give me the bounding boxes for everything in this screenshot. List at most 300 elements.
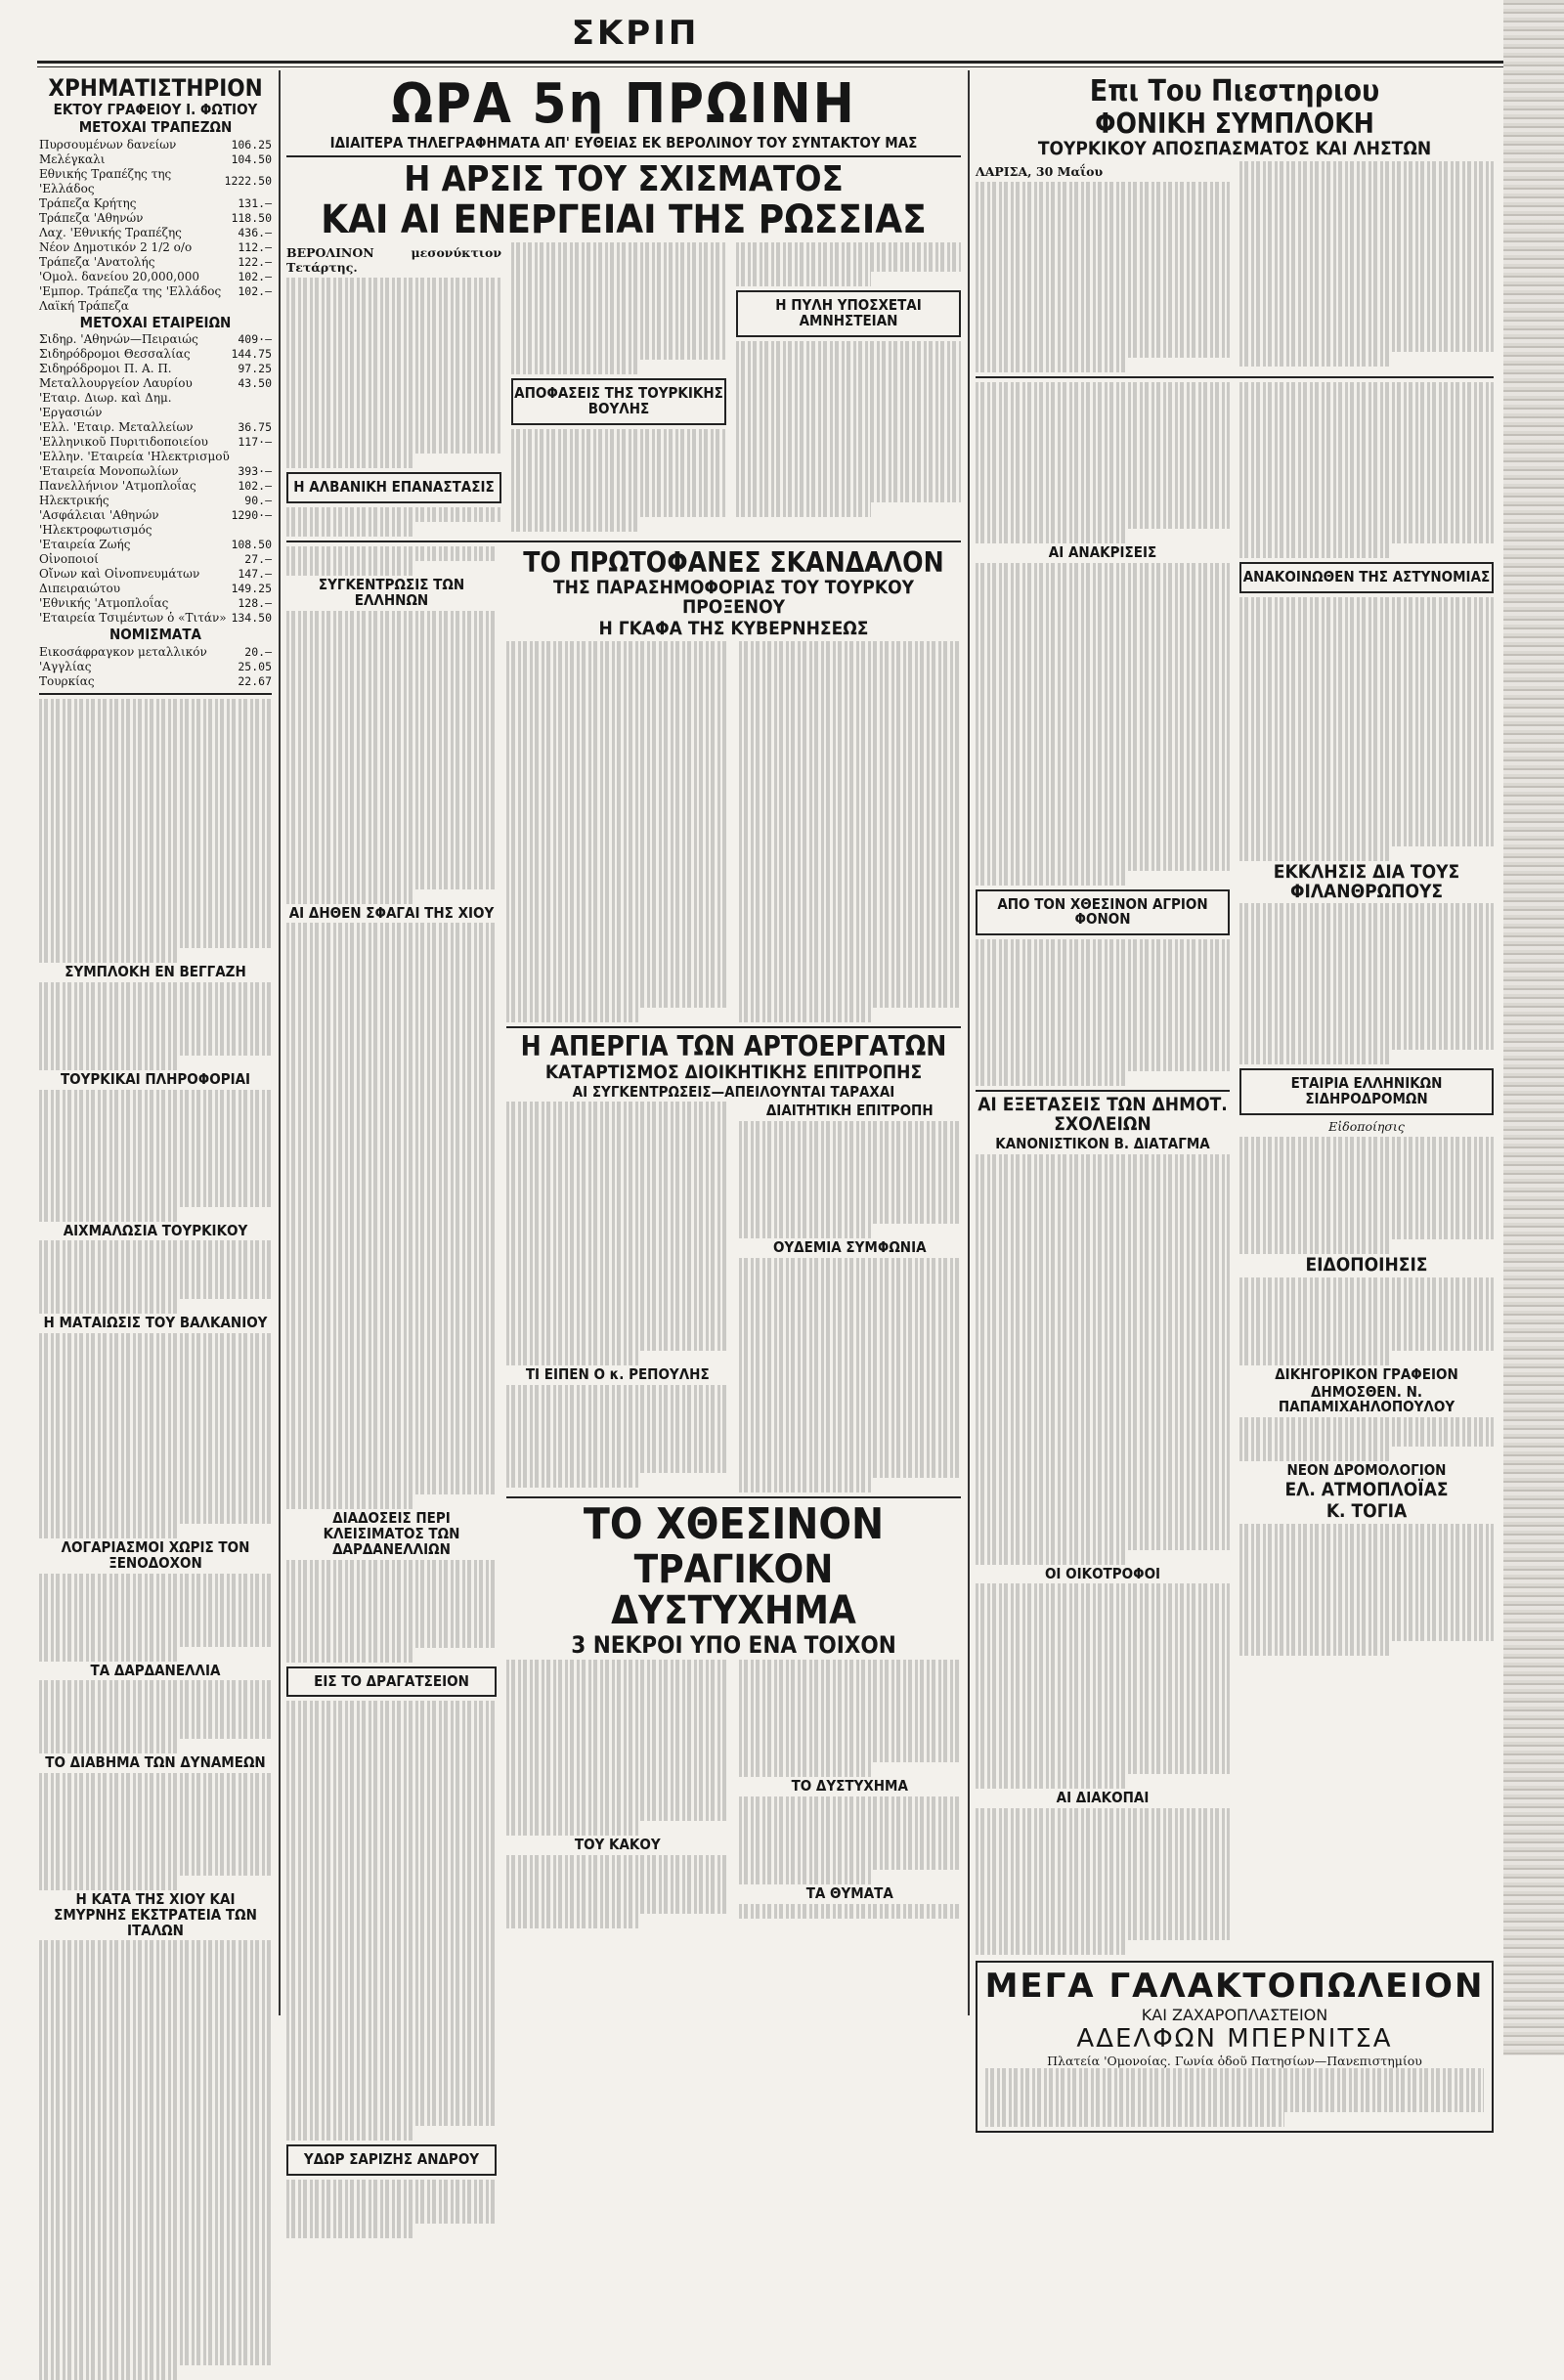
text-line: [739, 671, 962, 685]
text-line: [976, 1462, 1230, 1477]
text-line: [511, 429, 726, 444]
text-line: [39, 1788, 272, 1802]
text-line: [976, 1345, 1230, 1360]
headline-turkish-parliament: ΑΠΟΦΑΣΕΙΣ ΤΗΣ ΤΟΥΡΚΙΚΗΣ ΒΟΥΛΗΣ: [514, 384, 723, 418]
text-line: [511, 502, 726, 517]
text-line: [39, 2087, 272, 2101]
text-line: [739, 993, 962, 1008]
text-line: [739, 1478, 873, 1493]
text-line: [739, 876, 962, 890]
text-line: [976, 1154, 1230, 1169]
text-line: [739, 1718, 962, 1733]
text-line: [39, 1739, 179, 1753]
text-line: [39, 728, 272, 743]
text-line: [739, 920, 962, 934]
text-line: [506, 1884, 729, 1899]
text-line: [39, 2233, 272, 2248]
text-line: [286, 757, 497, 772]
text-line: [286, 1055, 497, 1069]
text-line: [1239, 773, 1494, 788]
text-line: [506, 1718, 729, 1733]
text-line: [976, 270, 1230, 284]
text-line: [976, 411, 1230, 426]
text-line: [976, 1492, 1230, 1506]
text-line: [976, 397, 1230, 411]
text-line: [286, 2053, 497, 2067]
stock-name: 'Ασφάλειαι 'Αθηνών: [39, 508, 159, 523]
text-line: [1239, 1321, 1494, 1336]
text-line: [976, 1940, 1128, 1955]
text-line: [976, 255, 1230, 270]
headline-police-notice: ΑΝΑΚΟΙΝΩΘΕΝ ΤΗΣ ΑΣΤΥΝΟΜΙΑΣ: [1242, 567, 1491, 585]
text-block: [506, 1102, 729, 1365]
text-line: [1239, 832, 1494, 846]
headline-captivity: ΑΙΧΜΑΛΩΣΙΑ ΤΟΥΡΚΙΚΟΥ: [63, 1221, 248, 1239]
text-line: [1239, 397, 1494, 411]
text-line: [985, 2112, 1284, 2127]
text-line: [286, 1260, 497, 1275]
stock-row: [39, 240, 272, 255]
text-line: [286, 1633, 497, 1648]
text-line: [739, 1449, 962, 1463]
text-block: [976, 1154, 1230, 1565]
text-line: [506, 641, 729, 656]
stock-value: 112.—: [238, 239, 272, 254]
text-line: [1239, 700, 1494, 714]
text-line: [286, 1084, 497, 1099]
text-line: [506, 876, 729, 890]
headline-government-gaffe: Η ΓΚΑΦΑ ΤΗΣ ΚΥΒΕΡΝΗΣΕΩΣ: [598, 618, 869, 640]
text-block: [286, 1701, 497, 2141]
text-line: [39, 2277, 272, 2292]
ad-subtitle: ΚΑΙ ΖΑΧΑΡΟΠΛΑΣΤΕΙΟΝ: [1141, 2006, 1328, 2025]
text-line: [976, 724, 1230, 739]
text-line: [506, 729, 729, 744]
text-line: [976, 1301, 1230, 1316]
text-line: [739, 1405, 962, 1419]
text-line: [286, 1231, 497, 1245]
headline-chios-massacre: ΑΙ ΔΗΘΕΝ ΣΦΑΓΑΙ ΤΗΣ ΧΙΟΥ: [288, 903, 495, 922]
stock-row: [39, 538, 272, 552]
text-block: [39, 1240, 272, 1314]
text-line: [286, 2023, 497, 2038]
text-line: [1239, 161, 1494, 176]
text-line: [286, 522, 415, 537]
text-line: [506, 993, 729, 1008]
text-line: [739, 1346, 962, 1361]
text-line: [739, 1165, 962, 1180]
stock-value: 409·—: [238, 332, 272, 347]
text-block: [286, 546, 497, 576]
stock-name: Σιδηρόδρομοι Θεσσαλίας: [39, 347, 191, 362]
text-line: [1239, 470, 1494, 485]
text-block: [286, 2180, 497, 2238]
text-line: [976, 1896, 1230, 1911]
text-line: [286, 860, 497, 875]
text-line: [506, 1704, 729, 1718]
text-line: [39, 1494, 272, 1509]
text-line: [739, 1855, 962, 1870]
text-line: [39, 2336, 272, 2351]
text-line: [286, 2038, 497, 2053]
text-line: [976, 592, 1230, 607]
text-line: [736, 414, 961, 429]
headline-bakers-strike: Η ΑΠΕΡΓΙΑ ΤΩΝ ΑΡΤΟΕΡΓΑΤΩΝ: [520, 1030, 947, 1063]
stock-name: Λαϊκή Τράπεζα: [39, 298, 129, 313]
text-block: [506, 1855, 729, 1928]
stock-name: Μελέγκαλι: [39, 151, 106, 166]
text-line: [286, 816, 497, 831]
text-line: [39, 1574, 272, 1588]
text-line: [736, 429, 961, 444]
text-line: [511, 488, 726, 502]
text-line: [286, 996, 497, 1011]
text-line: [506, 934, 729, 949]
text-line: [976, 358, 1128, 372]
text-line: [511, 473, 726, 488]
text-line: [739, 817, 962, 832]
text-line: [39, 1104, 272, 1119]
text-line: [506, 861, 729, 876]
text-line: [286, 322, 501, 336]
text-line: [39, 1817, 272, 1832]
text-line: [1239, 788, 1494, 802]
text-line: [739, 1121, 962, 1136]
text-line: [286, 1789, 497, 1803]
text-line: [506, 1307, 729, 1321]
text-line: [506, 817, 729, 832]
stock-row: [39, 479, 272, 494]
stock-row: [39, 270, 272, 284]
text-line: [506, 1351, 640, 1365]
headline-dragatseion: ΕΙΣ ΤΟ ΔΡΑΓΑΤΣΕΙΟΝ: [314, 1671, 469, 1690]
text-line: [976, 1013, 1230, 1027]
text-block: [506, 1660, 729, 1836]
text-line: [39, 801, 272, 816]
text-line: [286, 1289, 497, 1304]
text-line: [39, 1363, 272, 1377]
text-line: [286, 2097, 497, 2111]
text-line: [976, 211, 1230, 226]
text-line: [286, 380, 501, 395]
text-line: [286, 1877, 497, 1891]
text-line: [506, 1248, 729, 1263]
stock-row: [39, 152, 272, 167]
text-line: [39, 1207, 179, 1222]
text-line: [976, 969, 1230, 983]
text-line: [739, 861, 962, 876]
text-block: [978, 2068, 1492, 2127]
text-line: [976, 284, 1230, 299]
text-line: [39, 1148, 272, 1163]
text-line: [1239, 729, 1494, 744]
text-line: [1239, 1050, 1392, 1064]
text-line: [976, 455, 1230, 470]
stock-row: [39, 299, 272, 314]
headline-law-office-name: ΔΗΜΟΣΘΕΝ. Ν. ΠΑΠΑΜΙΧΑΗΛΟΠΟΥΛΟΥ: [1278, 1382, 1455, 1416]
text-line: [976, 998, 1230, 1013]
stock-name: Πανελλήνιον 'Ατμοπλοΐας: [39, 479, 196, 494]
stock-value: 104.50: [231, 151, 272, 166]
text-line: [976, 1477, 1230, 1492]
text-line: [286, 1406, 497, 1421]
text-line: [39, 997, 272, 1012]
text-line: [1239, 714, 1494, 729]
text-line: [739, 1317, 962, 1331]
text-line: [286, 1950, 497, 1965]
text-line: [39, 699, 272, 714]
text-line: [976, 636, 1230, 651]
text-line: [39, 1773, 272, 1788]
text-block: [286, 923, 497, 1509]
text-line: [39, 1724, 272, 1739]
stock-value: 122.—: [238, 254, 272, 269]
text-line: [506, 1870, 729, 1884]
text-line: [739, 1660, 962, 1674]
text-line: [39, 1940, 272, 1955]
text-line: [506, 1190, 729, 1204]
stock-row: [39, 596, 272, 611]
ad-address: Πλατεία 'Ομονοίας. Γωνία ὁδοῦ Πατησίων—Πανεπιστημίου: [1047, 2054, 1422, 2069]
text-line: [286, 952, 497, 967]
text-block: [976, 182, 1230, 372]
text-line: [976, 812, 1230, 827]
text-line: [1239, 962, 1494, 976]
text-line: [286, 1113, 497, 1128]
text-line: [506, 978, 729, 993]
text-line: [739, 934, 962, 949]
stock-name: 'Αγγλίας: [39, 660, 92, 674]
text-line: [39, 2263, 272, 2277]
schism-col-2: [511, 242, 726, 537]
text-line: [739, 905, 962, 920]
text-line: [286, 1979, 497, 1994]
text-line: [1239, 641, 1494, 656]
text-line: [976, 1657, 1230, 1671]
text-line: [976, 1448, 1230, 1462]
text-line: [1239, 1447, 1392, 1461]
text-block: [506, 1385, 729, 1488]
text-line: [976, 328, 1230, 343]
company-shares-header: ΜΕΤΟΧΑΙ ΕΤΑΙΡΕΙΩΝ: [79, 313, 232, 331]
text-line: [39, 2175, 272, 2189]
text-block: [976, 1808, 1230, 1955]
text-line: [1239, 514, 1494, 529]
text-line: [976, 651, 1230, 666]
text-block: [739, 1121, 962, 1238]
text-line: [976, 426, 1230, 441]
text-line: [976, 1627, 1230, 1642]
text-line: [1239, 1210, 1494, 1225]
text-line: [739, 1748, 962, 1762]
text-line: [976, 343, 1230, 358]
text-line: [976, 529, 1128, 543]
text-line: [976, 1838, 1230, 1852]
text-line: [1239, 932, 1494, 947]
text-line: [39, 1618, 272, 1632]
stock-value: 1222.50: [224, 174, 272, 189]
divider: [976, 376, 1494, 378]
text-line: [39, 1984, 272, 1999]
text-block: [1239, 903, 1494, 1064]
stock-value: 149.25: [231, 582, 272, 596]
text-line: [286, 2082, 497, 2097]
lower-center-col-2: [506, 546, 961, 2238]
text-line: [976, 578, 1230, 592]
stock-name: Οἴνων καὶ Οἰνοπνευμάτων: [39, 567, 200, 582]
headline-no-agreement: ΟΥΔΕΜΙΑ ΣΥΜΦΩΝΙΑ: [772, 1238, 927, 1257]
text-line: [286, 1774, 497, 1789]
text-line: [506, 1385, 729, 1400]
text-line: [286, 1363, 497, 1377]
text-line: [286, 2111, 497, 2126]
text-line: [286, 1157, 497, 1172]
text-line: [1239, 1166, 1494, 1181]
stock-value: 43.50: [238, 376, 272, 391]
scanned-page-edge: [1503, 0, 1564, 2055]
text-line: [511, 301, 726, 316]
text-line: [1239, 627, 1494, 641]
text-line: [506, 1414, 729, 1429]
headline-exams: ΑΙ ΕΞΕΤΑΣΕΙΣ ΤΩΝ ΔΗΜΟΤ. ΣΧΟΛΕΙΩΝ: [978, 1094, 1228, 1136]
text-line: [506, 685, 729, 700]
text-line: [39, 2101, 272, 2116]
text-line: [739, 802, 962, 817]
text-line: [976, 514, 1230, 529]
stock-name: Σιδηρόδρομοι Π. Α. Π.: [39, 362, 172, 376]
text-line: [739, 1287, 962, 1302]
text-line: [739, 1704, 962, 1718]
text-line: [739, 1258, 962, 1273]
headline-three-dead: 3 ΝΕΚΡΟΙ ΥΠΟ ΕΝΑ ΤΟΙΧΟΝ: [571, 1631, 896, 1660]
stock-name: 'Εταιρεία Ζωής: [39, 538, 131, 552]
text-line: [739, 1209, 962, 1224]
text-line: [286, 2009, 497, 2023]
text-line: [976, 1536, 1230, 1550]
text-line: [286, 2194, 497, 2209]
text-line: [506, 1263, 729, 1277]
text-line: [511, 316, 726, 330]
stock-exchange-subtitle: ΕΚΤΟΥ ΓΡΑΦΕΙΟΥ Ι. ΦΩΤΙΟΥ: [53, 101, 258, 119]
text-line: [739, 1904, 962, 1919]
text-line: [1239, 918, 1494, 932]
headline-dardanelles: ΤΑ ΔΑΡΔΑΝΕΛΛΙΑ: [90, 1661, 221, 1679]
stock-value: 25.05: [238, 660, 272, 674]
text-line: [1239, 597, 1494, 612]
text-line: [286, 889, 413, 904]
text-block: [1239, 161, 1494, 367]
text-line: [739, 832, 962, 846]
text-line: [736, 473, 961, 488]
text-line: [39, 1465, 272, 1480]
text-line: [286, 699, 497, 714]
text-line: [506, 700, 729, 714]
headline-decree: ΚΑΝΟΝΙΣΤΙΚΟΝ Β. ΔΙΑΤΑΓΜΑ: [995, 1134, 1210, 1152]
text-line: [286, 1377, 497, 1392]
headline-balkan: Η ΜΑΤΑΙΩΣΙΣ ΤΟΥ ΒΑΛΚΑΝΙΟΥ: [43, 1314, 268, 1332]
text-line: [286, 1436, 497, 1450]
text-line: [506, 1292, 729, 1307]
text-line: [976, 1360, 1230, 1374]
text-line: [286, 1392, 497, 1406]
column-divider: [279, 70, 281, 2015]
headline-appeal: ΕΚΚΛΗΣΙΣ ΔΙΑ ΤΟΥΣ ΦΙΛΑΝΘΡΩΠΟΥΣ: [1273, 860, 1460, 902]
text-line: [976, 1642, 1230, 1657]
right-column: [976, 74, 1494, 2069]
text-line: [286, 1935, 497, 1950]
stock-name: Τράπεζα Κρήτης: [39, 195, 137, 210]
masthead: ΣΚΡΙΠ: [571, 14, 700, 53]
stock-value: 436.—: [238, 225, 272, 239]
headline-accounts: ΛΟΓΑΡΙΑΣΜΟΙ ΧΩΡΙΣ ΤΟΝ ΞΕΝΟΔΟΧΟΝ: [61, 1538, 250, 1572]
text-line: [39, 1955, 272, 1969]
text-line: [976, 1701, 1230, 1715]
text-line: [736, 341, 961, 356]
text-line: [511, 345, 726, 360]
text-line: [739, 758, 962, 773]
text-line: [739, 1870, 873, 1884]
text-line: [506, 920, 729, 934]
text-line: [286, 787, 497, 801]
text-line: [1239, 1597, 1494, 1612]
text-line: [39, 1450, 272, 1465]
text-line: [39, 2160, 272, 2175]
stock-row: [39, 332, 272, 347]
text-line: [39, 1192, 272, 1207]
text-line: [506, 656, 729, 671]
text-line: [739, 1180, 962, 1194]
text-line: [286, 981, 497, 996]
text-line: [739, 846, 962, 861]
text-line: [286, 1143, 497, 1157]
text-line: [976, 299, 1230, 314]
stock-row: [39, 523, 272, 538]
text-line: [506, 1821, 640, 1836]
stock-value: 102.—: [238, 283, 272, 298]
text-block: [976, 382, 1230, 543]
text-line: [1239, 352, 1392, 367]
stock-row: [39, 420, 272, 435]
text-line: [39, 1163, 272, 1178]
headline-victims: ΤΑ ΘΥΜΑΤΑ: [805, 1884, 893, 1902]
text-line: [976, 939, 1230, 954]
stock-row: [39, 347, 272, 362]
text-line: [976, 1257, 1230, 1272]
divider: [506, 1496, 961, 1498]
text-line: [286, 1187, 497, 1201]
text-line: [286, 395, 501, 410]
text-line: [506, 671, 729, 685]
text-line: [976, 1071, 1128, 1086]
stock-name: 'Ελλ. 'Εταιρ. Μεταλλείων: [39, 420, 194, 435]
text-line: [506, 1444, 729, 1458]
lower-center: [286, 546, 961, 2238]
text-line: [39, 1680, 272, 1695]
stock-name: Οἰνοποιοί: [39, 552, 99, 567]
stock-name: 'Ελληνικοῦ Πυριτιδοποιείου: [39, 435, 208, 450]
text-line: [506, 1219, 729, 1233]
text-line: [976, 382, 1230, 397]
text-line: [506, 832, 729, 846]
stock-row: [39, 211, 272, 226]
text-line: [286, 2180, 497, 2194]
text-line: [1239, 744, 1494, 758]
text-line: [506, 846, 729, 861]
text-line: [286, 1759, 497, 1774]
text-line: [1239, 1151, 1494, 1166]
text-line: [1239, 758, 1494, 773]
text-line: [976, 1228, 1230, 1242]
